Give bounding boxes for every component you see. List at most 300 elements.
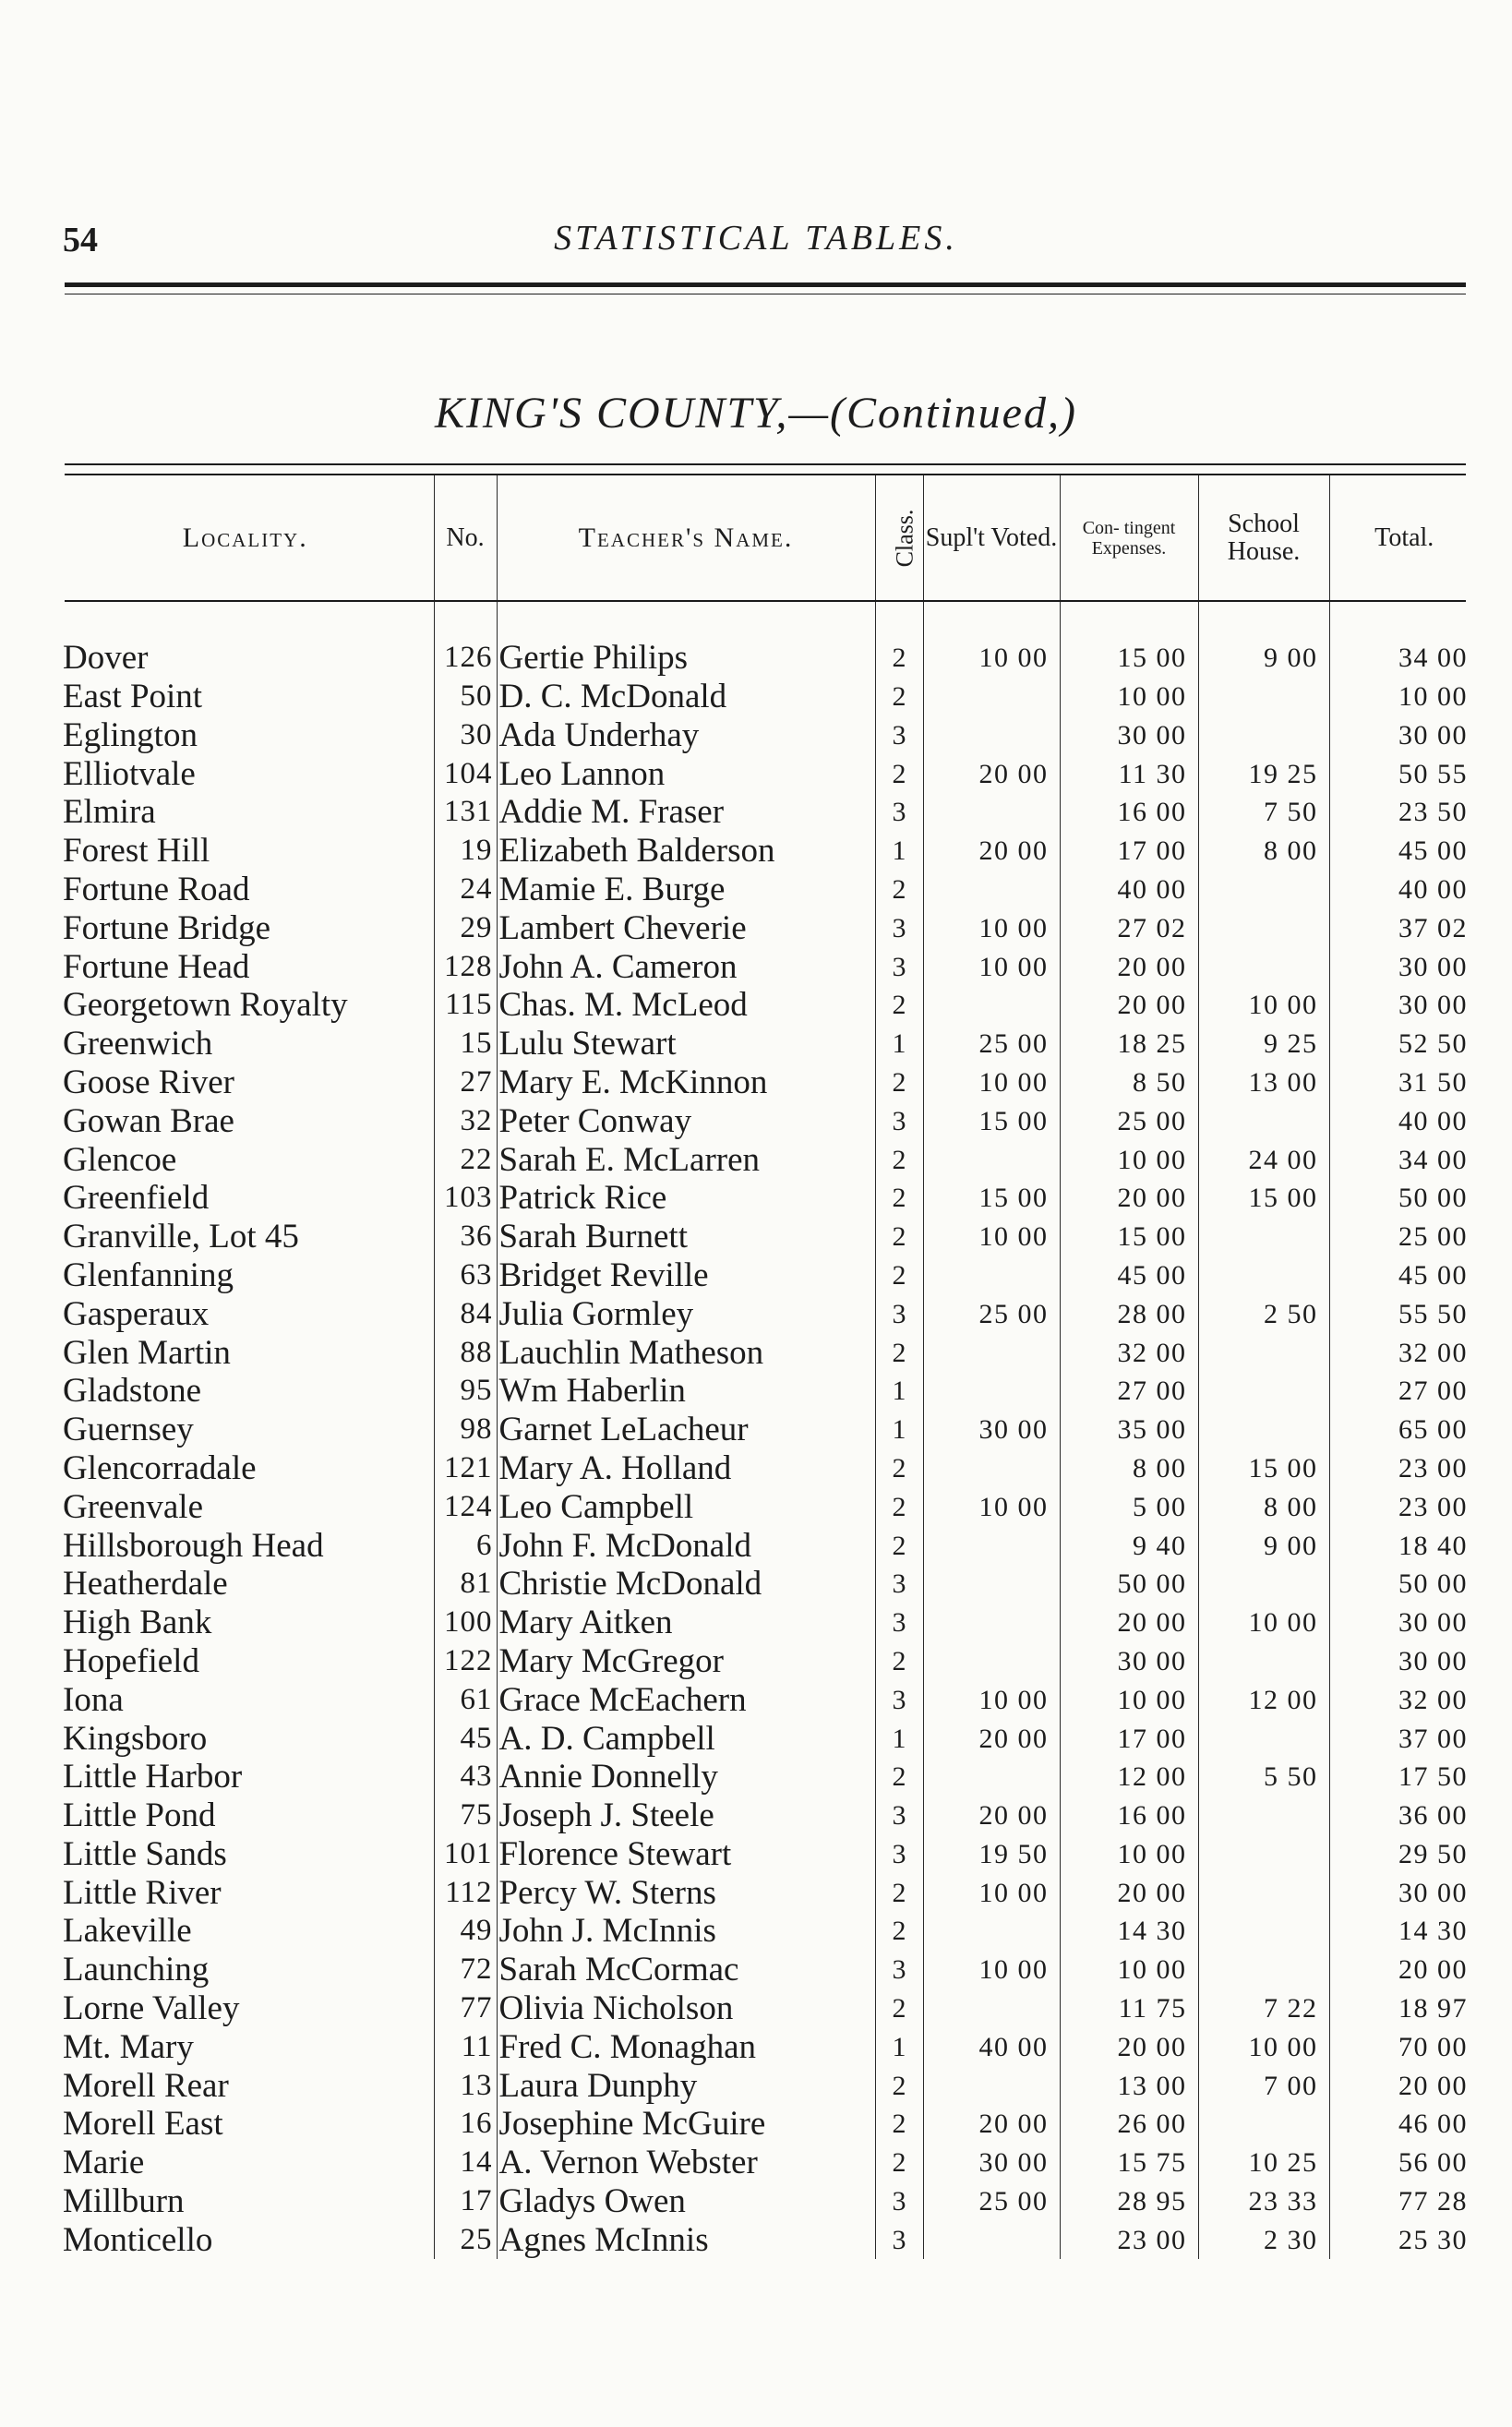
row-number: 45 bbox=[434, 1719, 497, 1758]
row-total: 52 50 bbox=[1329, 1025, 1479, 1063]
row-number: 72 bbox=[434, 1951, 497, 1989]
row-suplt-voted: 30 00 bbox=[923, 1411, 1060, 1449]
row-class: 2 bbox=[875, 986, 923, 1025]
row-teacher-name: Florence Stewart bbox=[497, 1835, 875, 1874]
row-school-house bbox=[1198, 715, 1329, 754]
row-locality: Glen Martin bbox=[63, 1333, 231, 1372]
row-class: 2 bbox=[875, 1873, 923, 1912]
row-school-house bbox=[1198, 1372, 1329, 1411]
row-school-house: 10 00 bbox=[1198, 1604, 1329, 1642]
table-row bbox=[57, 2027, 1479, 2066]
table-row bbox=[57, 908, 1479, 947]
row-contingent-expenses: 27 02 bbox=[1060, 908, 1198, 947]
row-contingent-expenses: 14 30 bbox=[1060, 1912, 1198, 1951]
row-teacher-name: Percy W. Sterns bbox=[497, 1873, 875, 1912]
row-contingent-expenses: 18 25 bbox=[1060, 1025, 1198, 1063]
row-suplt-voted: 10 00 bbox=[923, 1873, 1060, 1912]
row-suplt-voted bbox=[923, 715, 1060, 754]
row-total: 37 02 bbox=[1329, 908, 1479, 947]
row-contingent-expenses: 40 00 bbox=[1060, 871, 1198, 909]
row-contingent-expenses: 11 30 bbox=[1060, 754, 1198, 793]
row-number: 50 bbox=[434, 678, 497, 716]
row-school-house: 13 00 bbox=[1198, 1063, 1329, 1102]
row-contingent-expenses: 20 00 bbox=[1060, 1604, 1198, 1642]
column-header-total: Total. bbox=[1329, 475, 1479, 600]
row-teacher-name: Julia Gormley bbox=[497, 1294, 875, 1333]
table-row bbox=[57, 1218, 1479, 1256]
table-row bbox=[57, 2066, 1479, 2105]
table-row bbox=[57, 793, 1479, 832]
row-contingent-expenses: 26 00 bbox=[1060, 2105, 1198, 2144]
column-header-locality: Locality. bbox=[182, 522, 308, 553]
row-total: 30 00 bbox=[1329, 947, 1479, 986]
row-number: 11 bbox=[434, 2027, 497, 2066]
row-locality: High Bank bbox=[63, 1604, 212, 1642]
row-suplt-voted bbox=[923, 793, 1060, 832]
row-total: 30 00 bbox=[1329, 715, 1479, 754]
row-class: 2 bbox=[875, 1218, 923, 1256]
row-class: 3 bbox=[875, 1294, 923, 1333]
column-header-class-label: Class. bbox=[890, 509, 918, 567]
row-school-house bbox=[1198, 1912, 1329, 1951]
row-total: 10 00 bbox=[1329, 678, 1479, 716]
row-teacher-name: Lulu Stewart bbox=[497, 1025, 875, 1063]
row-contingent-expenses: 10 00 bbox=[1060, 1951, 1198, 1989]
row-number: 22 bbox=[434, 1140, 497, 1179]
table-row bbox=[57, 2220, 1479, 2259]
row-number: 61 bbox=[434, 1680, 497, 1719]
row-number: 128 bbox=[434, 947, 497, 986]
row-total: 56 00 bbox=[1329, 2144, 1479, 2182]
row-locality: Gladstone bbox=[63, 1372, 202, 1411]
row-suplt-voted: 20 00 bbox=[923, 832, 1060, 871]
row-locality: Mt. Mary bbox=[63, 2027, 194, 2066]
row-locality: Little Sands bbox=[63, 1834, 227, 1873]
row-locality: Kingsboro bbox=[63, 1719, 208, 1758]
row-school-house: 15 00 bbox=[1198, 1449, 1329, 1488]
header-rule-thick bbox=[65, 282, 1466, 287]
row-contingent-expenses: 12 00 bbox=[1060, 1758, 1198, 1796]
row-total: 50 55 bbox=[1329, 754, 1479, 793]
header-bottom-rule bbox=[65, 600, 1466, 602]
row-contingent-expenses: 8 50 bbox=[1060, 1063, 1198, 1102]
row-locality: Glencoe bbox=[63, 1140, 177, 1179]
table-row bbox=[57, 639, 1479, 678]
row-school-house: 9 00 bbox=[1198, 1526, 1329, 1565]
row-total: 65 00 bbox=[1329, 1411, 1479, 1449]
table-row bbox=[57, 947, 1479, 986]
column-header-suplt: Supl't Voted. bbox=[923, 475, 1060, 600]
table-row bbox=[57, 1758, 1479, 1796]
row-teacher-name: Sarah E. McLarren bbox=[497, 1140, 875, 1179]
row-teacher-name: Annie Donnelly bbox=[497, 1758, 875, 1796]
row-suplt-voted bbox=[923, 1372, 1060, 1411]
table-row bbox=[57, 2144, 1479, 2182]
row-suplt-voted bbox=[923, 1989, 1060, 2028]
column-header-class bbox=[875, 475, 923, 600]
row-school-house bbox=[1198, 1835, 1329, 1874]
row-teacher-name: Leo Campbell bbox=[497, 1487, 875, 1526]
table-row bbox=[57, 1835, 1479, 1874]
row-class: 3 bbox=[875, 1951, 923, 1989]
row-class: 2 bbox=[875, 1333, 923, 1372]
row-school-house: 23 33 bbox=[1198, 2182, 1329, 2221]
table-row bbox=[57, 1294, 1479, 1333]
row-teacher-name: Mary Aitken bbox=[497, 1604, 875, 1642]
row-teacher-name: A. Vernon Webster bbox=[497, 2144, 875, 2182]
row-suplt-voted: 10 00 bbox=[923, 1218, 1060, 1256]
row-class: 2 bbox=[875, 2066, 923, 2105]
row-number: 43 bbox=[434, 1758, 497, 1796]
row-class: 2 bbox=[875, 639, 923, 678]
row-total: 34 00 bbox=[1329, 639, 1479, 678]
row-school-house: 8 00 bbox=[1198, 1487, 1329, 1526]
column-header-contingent: Con- tingent Expenses. bbox=[1060, 475, 1198, 600]
spacer-row bbox=[57, 600, 1479, 639]
table-row bbox=[57, 1951, 1479, 1989]
row-class: 3 bbox=[875, 1680, 923, 1719]
row-contingent-expenses: 15 75 bbox=[1060, 2144, 1198, 2182]
row-contingent-expenses: 20 00 bbox=[1060, 1873, 1198, 1912]
row-locality: Greenwich bbox=[63, 1025, 213, 1063]
row-number: 6 bbox=[434, 1526, 497, 1565]
row-school-house bbox=[1198, 678, 1329, 716]
row-school-house: 7 22 bbox=[1198, 1989, 1329, 2028]
row-total: 55 50 bbox=[1329, 1294, 1479, 1333]
row-teacher-name: Gertie Philips bbox=[497, 639, 875, 678]
table-row bbox=[57, 1565, 1479, 1604]
row-contingent-expenses: 17 00 bbox=[1060, 1719, 1198, 1758]
row-locality: Fortune Road bbox=[63, 870, 250, 908]
row-locality: Fortune Head bbox=[63, 947, 250, 986]
row-contingent-expenses: 13 00 bbox=[1060, 2066, 1198, 2105]
row-contingent-expenses: 17 00 bbox=[1060, 832, 1198, 871]
row-total: 23 00 bbox=[1329, 1449, 1479, 1488]
row-total: 30 00 bbox=[1329, 986, 1479, 1025]
row-teacher-name: John A. Cameron bbox=[497, 947, 875, 986]
row-teacher-name: Ada Underhay bbox=[497, 715, 875, 754]
row-locality: Little Harbor bbox=[63, 1758, 243, 1796]
row-suplt-voted bbox=[923, 1140, 1060, 1179]
row-contingent-expenses: 30 00 bbox=[1060, 715, 1198, 754]
row-suplt-voted: 20 00 bbox=[923, 754, 1060, 793]
row-number: 77 bbox=[434, 1989, 497, 2028]
row-school-house bbox=[1198, 1951, 1329, 1989]
row-school-house bbox=[1198, 908, 1329, 947]
row-suplt-voted: 10 00 bbox=[923, 908, 1060, 947]
row-suplt-voted: 10 00 bbox=[923, 1680, 1060, 1719]
row-school-house: 10 25 bbox=[1198, 2144, 1329, 2182]
row-class: 1 bbox=[875, 2027, 923, 2066]
row-class: 2 bbox=[875, 2105, 923, 2144]
table-row bbox=[57, 1680, 1479, 1719]
row-contingent-expenses: 20 00 bbox=[1060, 947, 1198, 986]
row-locality: Hopefield bbox=[63, 1641, 199, 1680]
row-teacher-name: A. D. Campbell bbox=[497, 1719, 875, 1758]
table-row bbox=[57, 1912, 1479, 1951]
row-total: 18 40 bbox=[1329, 1526, 1479, 1565]
row-school-house bbox=[1198, 1101, 1329, 1140]
row-teacher-name: Olivia Nicholson bbox=[497, 1989, 875, 2028]
row-number: 49 bbox=[434, 1912, 497, 1951]
row-contingent-expenses: 20 00 bbox=[1060, 986, 1198, 1025]
row-suplt-voted: 40 00 bbox=[923, 2027, 1060, 2066]
table-row bbox=[57, 1333, 1479, 1372]
row-contingent-expenses: 10 00 bbox=[1060, 678, 1198, 716]
row-number: 100 bbox=[434, 1604, 497, 1642]
table-body bbox=[57, 600, 1479, 2259]
row-total: 30 00 bbox=[1329, 1642, 1479, 1681]
row-contingent-expenses: 50 00 bbox=[1060, 1565, 1198, 1604]
row-school-house bbox=[1198, 1218, 1329, 1256]
row-locality: Marie bbox=[63, 2144, 145, 2182]
row-teacher-name: Fred C. Monaghan bbox=[497, 2027, 875, 2066]
row-total: 25 30 bbox=[1329, 2220, 1479, 2259]
table-row bbox=[57, 1256, 1479, 1295]
row-locality: Greenvale bbox=[63, 1487, 204, 1526]
row-number: 13 bbox=[434, 2066, 497, 2105]
row-locality: Elliotvale bbox=[63, 754, 196, 793]
row-number: 75 bbox=[434, 1796, 497, 1835]
row-total: 23 00 bbox=[1329, 1487, 1479, 1526]
row-school-house bbox=[1198, 871, 1329, 909]
table-row bbox=[57, 1449, 1479, 1488]
row-contingent-expenses: 20 00 bbox=[1060, 1179, 1198, 1218]
row-number: 84 bbox=[434, 1294, 497, 1333]
row-teacher-name: Mary E. McKinnon bbox=[497, 1063, 875, 1102]
table-row bbox=[57, 1101, 1479, 1140]
row-number: 95 bbox=[434, 1372, 497, 1411]
row-school-house bbox=[1198, 1565, 1329, 1604]
table-row bbox=[57, 1719, 1479, 1758]
row-class: 2 bbox=[875, 1063, 923, 1102]
row-contingent-expenses: 11 75 bbox=[1060, 1989, 1198, 2028]
row-school-house: 10 00 bbox=[1198, 2027, 1329, 2066]
row-contingent-expenses: 27 00 bbox=[1060, 1372, 1198, 1411]
row-school-house: 10 00 bbox=[1198, 986, 1329, 1025]
row-suplt-voted: 25 00 bbox=[923, 1025, 1060, 1063]
row-teacher-name: Wm Haberlin bbox=[497, 1372, 875, 1411]
row-contingent-expenses: 16 00 bbox=[1060, 793, 1198, 832]
table-row bbox=[57, 1411, 1479, 1449]
row-suplt-voted bbox=[923, 1912, 1060, 1951]
row-school-house bbox=[1198, 1796, 1329, 1835]
row-school-house bbox=[1198, 1873, 1329, 1912]
row-number: 25 bbox=[434, 2220, 497, 2259]
row-teacher-name: Joseph J. Steele bbox=[497, 1796, 875, 1835]
row-teacher-name: Mary McGregor bbox=[497, 1642, 875, 1681]
row-number: 14 bbox=[434, 2144, 497, 2182]
row-class: 2 bbox=[875, 1642, 923, 1681]
row-class: 3 bbox=[875, 1565, 923, 1604]
row-total: 40 00 bbox=[1329, 871, 1479, 909]
row-teacher-name: Grace McEachern bbox=[497, 1680, 875, 1719]
row-suplt-voted: 20 00 bbox=[923, 1796, 1060, 1835]
table-row bbox=[57, 678, 1479, 716]
row-contingent-expenses: 35 00 bbox=[1060, 1411, 1198, 1449]
row-teacher-name: Chas. M. McLeod bbox=[497, 986, 875, 1025]
row-number: 24 bbox=[434, 871, 497, 909]
row-suplt-voted: 30 00 bbox=[923, 2144, 1060, 2182]
row-class: 2 bbox=[875, 2144, 923, 2182]
row-suplt-voted: 10 00 bbox=[923, 1487, 1060, 1526]
row-contingent-expenses: 15 00 bbox=[1060, 1218, 1198, 1256]
row-school-house: 9 25 bbox=[1198, 1025, 1329, 1063]
row-suplt-voted bbox=[923, 1565, 1060, 1604]
row-locality: Lorne Valley bbox=[63, 1989, 240, 2028]
row-total: 18 97 bbox=[1329, 1989, 1479, 2028]
row-teacher-name: D. C. McDonald bbox=[497, 678, 875, 716]
row-number: 17 bbox=[434, 2182, 497, 2221]
row-school-house: 7 00 bbox=[1198, 2066, 1329, 2105]
row-total: 31 50 bbox=[1329, 1063, 1479, 1102]
table-row bbox=[57, 986, 1479, 1025]
row-teacher-name: Elizabeth Balderson bbox=[497, 832, 875, 871]
row-school-house bbox=[1198, 2105, 1329, 2144]
row-class: 1 bbox=[875, 1719, 923, 1758]
row-total: 50 00 bbox=[1329, 1179, 1479, 1218]
table-title: KING'S COUNTY,—(Continued,) bbox=[435, 389, 1077, 438]
table-row bbox=[57, 1526, 1479, 1565]
row-total: 46 00 bbox=[1329, 2105, 1479, 2144]
row-number: 81 bbox=[434, 1565, 497, 1604]
row-locality: Little Pond bbox=[63, 1796, 216, 1835]
table-row bbox=[57, 1873, 1479, 1912]
row-number: 30 bbox=[434, 715, 497, 754]
row-total: 29 50 bbox=[1329, 1835, 1479, 1874]
row-teacher-name: Lambert Cheverie bbox=[497, 908, 875, 947]
row-class: 1 bbox=[875, 1372, 923, 1411]
row-contingent-expenses: 28 95 bbox=[1060, 2182, 1198, 2221]
row-suplt-voted bbox=[923, 678, 1060, 716]
row-number: 63 bbox=[434, 1256, 497, 1295]
row-suplt-voted: 25 00 bbox=[923, 2182, 1060, 2221]
row-total: 32 00 bbox=[1329, 1680, 1479, 1719]
row-contingent-expenses: 30 00 bbox=[1060, 1642, 1198, 1681]
row-school-house bbox=[1198, 1642, 1329, 1681]
row-locality: Fortune Bridge bbox=[63, 908, 271, 947]
row-teacher-name: Agnes McInnis bbox=[497, 2220, 875, 2259]
table-row bbox=[57, 1140, 1479, 1179]
row-locality: Guernsey bbox=[63, 1411, 194, 1449]
row-class: 3 bbox=[875, 2220, 923, 2259]
row-teacher-name: Garnet LeLacheur bbox=[497, 1411, 875, 1449]
row-school-house: 8 00 bbox=[1198, 832, 1329, 871]
row-locality: Gowan Brae bbox=[63, 1101, 234, 1140]
row-contingent-expenses: 15 00 bbox=[1060, 639, 1198, 678]
row-school-house bbox=[1198, 1256, 1329, 1295]
row-locality: Millburn bbox=[63, 2182, 185, 2221]
row-class: 3 bbox=[875, 908, 923, 947]
row-contingent-expenses: 8 00 bbox=[1060, 1449, 1198, 1488]
row-total: 77 28 bbox=[1329, 2182, 1479, 2221]
row-school-house: 2 30 bbox=[1198, 2220, 1329, 2259]
row-school-house: 7 50 bbox=[1198, 793, 1329, 832]
row-total: 23 50 bbox=[1329, 793, 1479, 832]
row-school-house: 12 00 bbox=[1198, 1680, 1329, 1719]
row-suplt-voted bbox=[923, 1256, 1060, 1295]
row-suplt-voted bbox=[923, 2066, 1060, 2105]
row-locality: Forest Hill bbox=[63, 832, 210, 871]
row-locality: Glenfanning bbox=[63, 1256, 234, 1294]
row-teacher-name: Addie M. Fraser bbox=[497, 793, 875, 832]
row-school-house bbox=[1198, 947, 1329, 986]
row-school-house: 5 50 bbox=[1198, 1758, 1329, 1796]
row-total: 27 00 bbox=[1329, 1372, 1479, 1411]
row-teacher-name: Patrick Rice bbox=[497, 1179, 875, 1218]
row-total: 45 00 bbox=[1329, 1256, 1479, 1295]
row-suplt-voted bbox=[923, 986, 1060, 1025]
row-number: 101 bbox=[434, 1835, 497, 1874]
statistics-table bbox=[57, 475, 1479, 2259]
table-row bbox=[57, 1604, 1479, 1642]
row-class: 2 bbox=[875, 1989, 923, 2028]
row-number: 103 bbox=[434, 1179, 497, 1218]
row-class: 1 bbox=[875, 832, 923, 871]
table-row bbox=[57, 1179, 1479, 1218]
row-number: 15 bbox=[434, 1025, 497, 1063]
row-teacher-name: Sarah McCormac bbox=[497, 1951, 875, 1989]
row-total: 20 00 bbox=[1329, 1951, 1479, 1989]
row-total: 34 00 bbox=[1329, 1140, 1479, 1179]
row-class: 3 bbox=[875, 715, 923, 754]
row-locality: Morell East bbox=[63, 2105, 223, 2144]
table-row bbox=[57, 1025, 1479, 1063]
row-locality: Eglington bbox=[63, 715, 198, 754]
row-teacher-name: Lauchlin Matheson bbox=[497, 1333, 875, 1372]
row-contingent-expenses: 10 00 bbox=[1060, 1680, 1198, 1719]
row-class: 2 bbox=[875, 1912, 923, 1951]
row-contingent-expenses: 9 40 bbox=[1060, 1526, 1198, 1565]
row-number: 36 bbox=[434, 1218, 497, 1256]
row-locality: Iona bbox=[63, 1680, 124, 1719]
row-school-house: 9 00 bbox=[1198, 639, 1329, 678]
column-header-school-house: School House. bbox=[1198, 475, 1329, 600]
row-teacher-name: Laura Dunphy bbox=[497, 2066, 875, 2105]
row-suplt-voted bbox=[923, 1604, 1060, 1642]
row-contingent-expenses: 20 00 bbox=[1060, 2027, 1198, 2066]
row-number: 112 bbox=[434, 1873, 497, 1912]
row-class: 2 bbox=[875, 678, 923, 716]
row-total: 45 00 bbox=[1329, 832, 1479, 871]
row-number: 32 bbox=[434, 1101, 497, 1140]
row-locality: East Point bbox=[63, 677, 203, 715]
row-class: 2 bbox=[875, 1179, 923, 1218]
row-locality: Greenfield bbox=[63, 1179, 210, 1218]
row-class: 2 bbox=[875, 1487, 923, 1526]
row-teacher-name: Gladys Owen bbox=[497, 2182, 875, 2221]
row-school-house bbox=[1198, 1333, 1329, 1372]
row-number: 122 bbox=[434, 1642, 497, 1681]
row-school-house bbox=[1198, 1411, 1329, 1449]
row-locality: Goose River bbox=[63, 1063, 234, 1101]
row-contingent-expenses: 28 00 bbox=[1060, 1294, 1198, 1333]
row-total: 17 50 bbox=[1329, 1758, 1479, 1796]
table-row bbox=[57, 2182, 1479, 2221]
row-total: 25 00 bbox=[1329, 1218, 1479, 1256]
row-suplt-voted: 10 00 bbox=[923, 639, 1060, 678]
row-total: 14 30 bbox=[1329, 1912, 1479, 1951]
row-suplt-voted: 15 00 bbox=[923, 1101, 1060, 1140]
row-contingent-expenses: 5 00 bbox=[1060, 1487, 1198, 1526]
row-suplt-voted: 10 00 bbox=[923, 1063, 1060, 1102]
running-title: STATISTICAL TABLES. bbox=[554, 219, 958, 258]
row-teacher-name: Josephine McGuire bbox=[497, 2105, 875, 2144]
row-class: 2 bbox=[875, 1256, 923, 1295]
row-suplt-voted: 25 00 bbox=[923, 1294, 1060, 1333]
table-row bbox=[57, 1642, 1479, 1681]
row-class: 3 bbox=[875, 1796, 923, 1835]
